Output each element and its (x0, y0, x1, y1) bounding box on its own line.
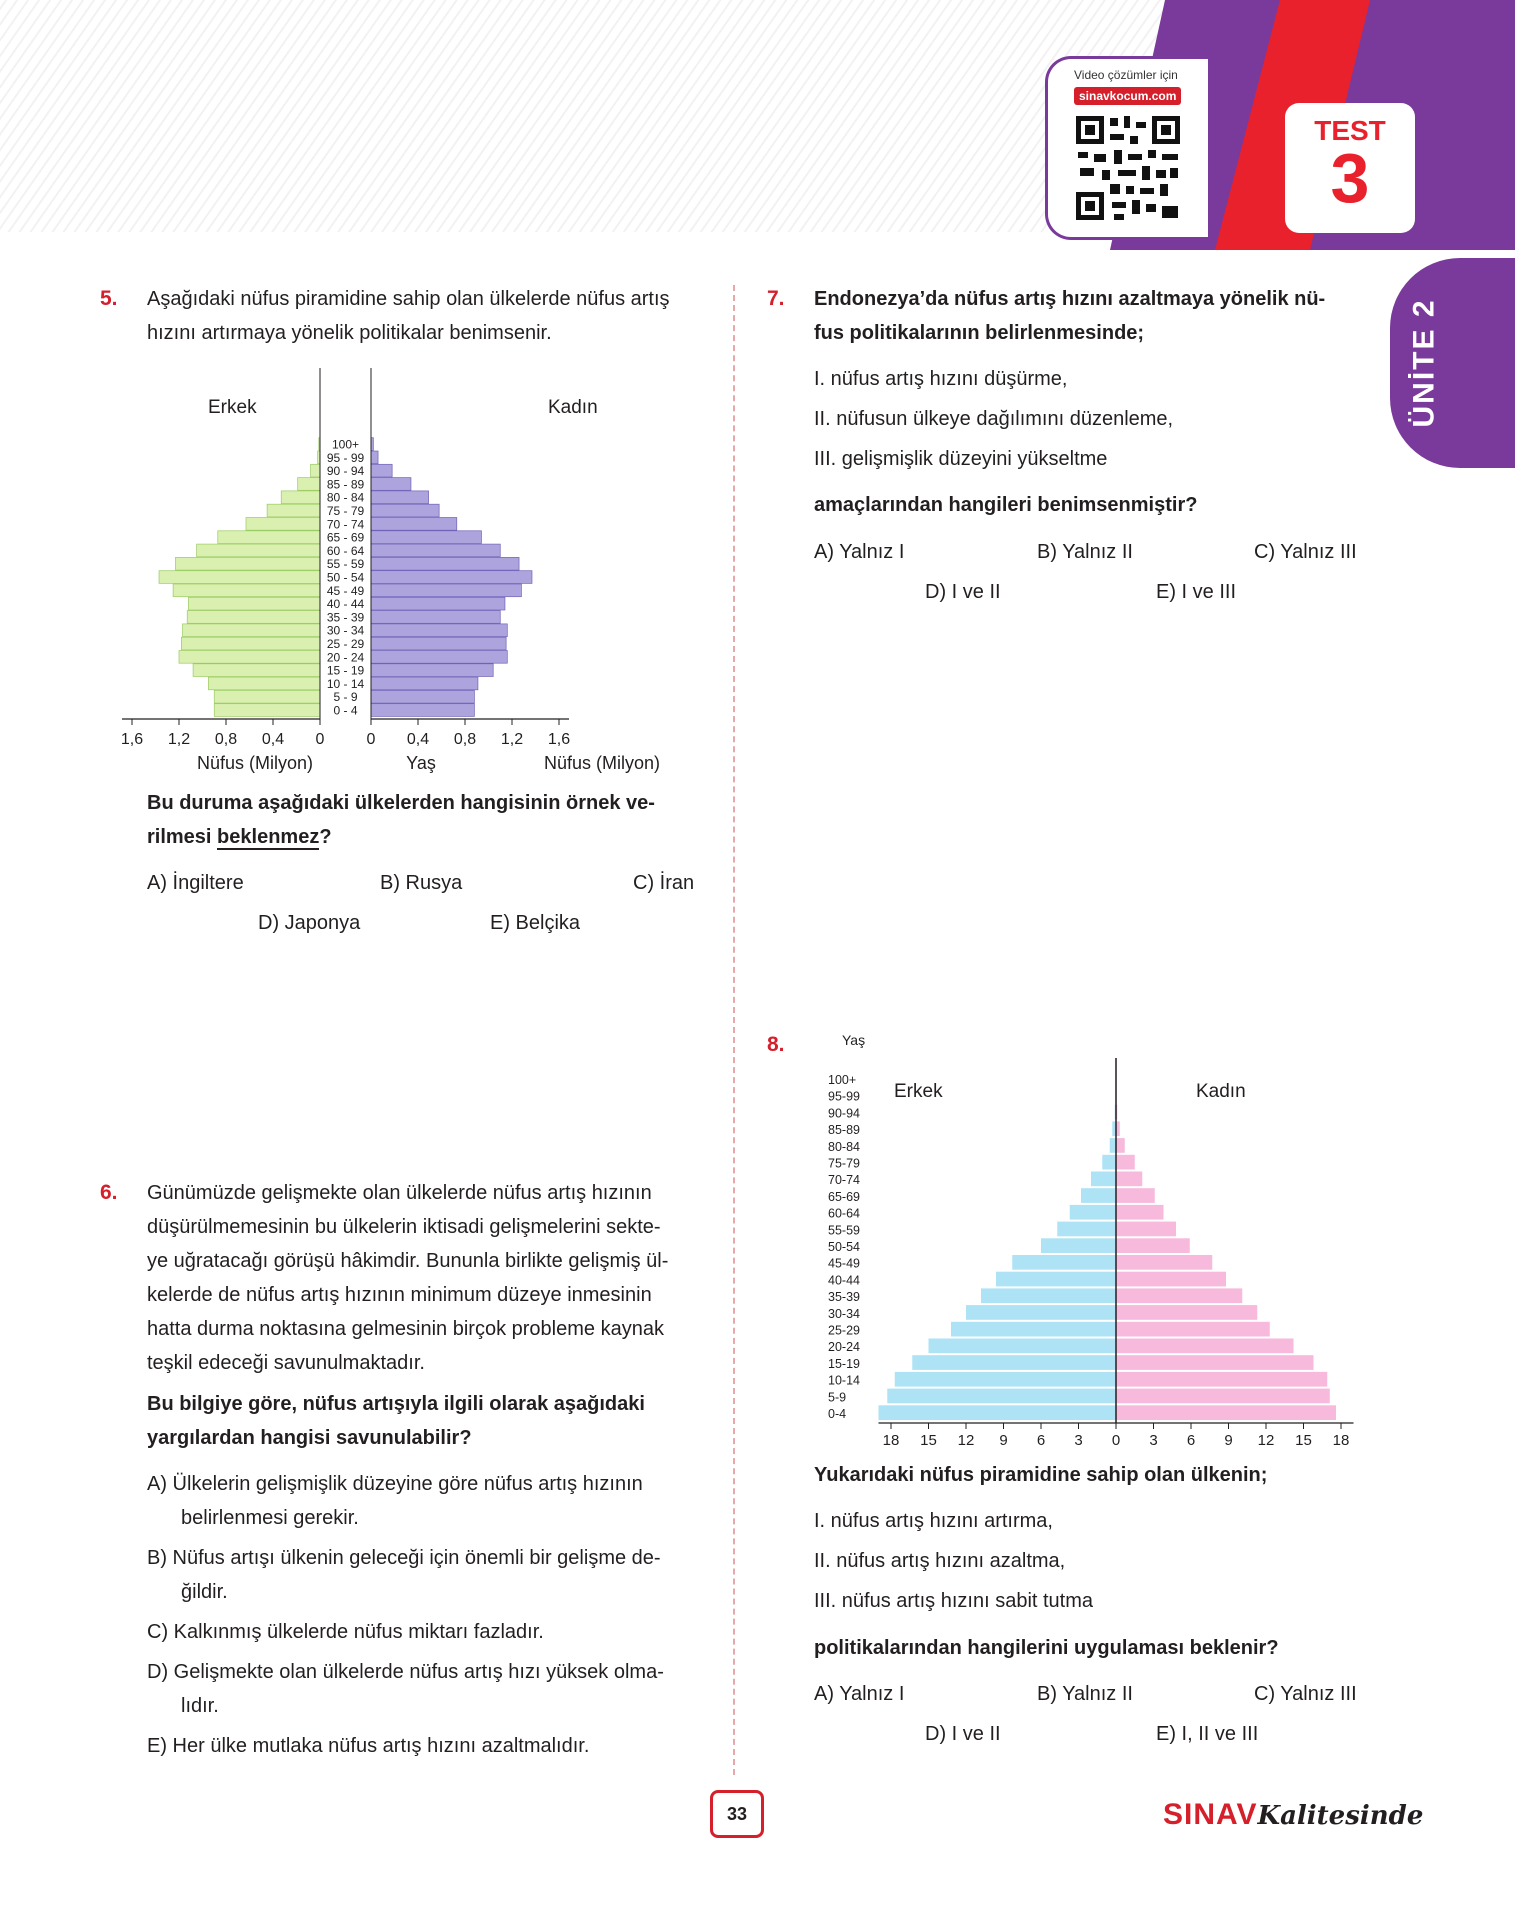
q5-age-label: 25 - 29 (326, 637, 365, 651)
q8-age-label: 70-74 (828, 1173, 860, 1188)
q6-options (147, 1467, 707, 1763)
q5-male-bar (281, 491, 320, 504)
q8-female-bar (1116, 1238, 1190, 1253)
q8-tick-label: 3 (1149, 1432, 1158, 1449)
unit-tab-label-wrap (1390, 258, 1460, 468)
q5-tick-label: 0 (366, 731, 376, 748)
q7-option-c[interactable]: C) Yalnız III (1254, 541, 1357, 563)
q8-female-label: Kadın (1196, 1081, 1246, 1102)
q5-male-bar (181, 637, 320, 650)
q8-age-label: 85-89 (828, 1123, 860, 1138)
q5-tick-label: 1,2 (500, 731, 524, 748)
q8-female-bar (1116, 1405, 1336, 1420)
q6-line: Günümüzde gelişmekte olan ülkelerde nüfus artış hızının (147, 1182, 652, 1204)
q7-item-2: II. nüfusun ülkeye dağılımını düzenleme, (814, 408, 1174, 430)
site-badge[interactable]: sinavkocum.com (1074, 87, 1181, 105)
q5-age-label: 35 - 39 (326, 610, 365, 625)
q6-option-b-line2: ğildir. (181, 1581, 228, 1603)
q8-tick-label: 18 (1332, 1432, 1350, 1449)
q8-tick-label: 0 (1111, 1432, 1121, 1449)
q8-question-1: Yukarıdaki nüfus piramidine sahip olan ülkenin; (814, 1464, 1268, 1486)
q8-age-label: 100+ (828, 1073, 857, 1087)
q5-male-bar (298, 478, 320, 491)
brand-logo (1163, 1798, 1423, 1832)
q6-line: düşürülmemesinin bu ülkelerin iktisadi gelişmelerini sekte- (147, 1216, 661, 1238)
q5-male-bar (311, 464, 320, 477)
qr-card (1045, 56, 1208, 240)
q5-female-bar (371, 557, 519, 570)
q8-age-label: 80-84 (828, 1139, 860, 1154)
q8-age-label: 10-14 (828, 1373, 860, 1388)
q8-male-bar (951, 1322, 1116, 1337)
q6-option-e[interactable]: E) Her ülke mutlaka nüfus artış hızını azaltmalıdır. (147, 1735, 590, 1757)
q5-xlabel-left: Nüfus (Milyon) (196, 753, 314, 773)
q5-age-label: 5 - 9 (333, 690, 358, 705)
q6-number: 6. (100, 1181, 118, 1204)
q5-female-bar (371, 478, 411, 491)
q8-option-d[interactable]: D) I ve II (925, 1723, 1001, 1745)
q5-male-bar (179, 651, 320, 664)
q5-question-underlined: beklenmez (217, 826, 320, 848)
q6-option-b[interactable] (147, 1541, 707, 1609)
q5-option-a[interactable]: A) İngiltere (147, 872, 244, 894)
q5-xlabel-right: Nüfus (Milyon) (543, 753, 661, 773)
q8-bars (879, 1105, 1337, 1420)
q8-female-bar (1116, 1372, 1327, 1387)
q8-male-bar (981, 1288, 1116, 1303)
q5-age-label: 75 - 79 (326, 504, 365, 518)
q7-option-a[interactable]: A) Yalnız I (814, 541, 905, 563)
q5-option-c[interactable]: C) İran (633, 872, 695, 894)
q8-tick-label: 6 (1036, 1432, 1046, 1449)
q5-male-bar (187, 611, 320, 624)
q8-male-bar (1110, 1138, 1116, 1153)
q5-female-label: Kadın (548, 397, 598, 418)
q8-male-bar (1091, 1172, 1116, 1187)
q7-question-line1: Endonezya’da nüfus artış hızını azaltmaya yönelik nü- (814, 288, 1326, 310)
q5-tick-label: 0,4 (406, 731, 430, 748)
q5-female-bar (371, 690, 474, 703)
q8-age-label: 40-44 (828, 1273, 860, 1288)
q5-female-bar (371, 624, 507, 637)
q6-line: hatta durma noktasına gelmesinin birçok probleme kaynak (147, 1318, 664, 1340)
q8-male-bar (879, 1405, 1117, 1420)
q5-male-bar (267, 504, 320, 517)
q5-tick-label: 1,2 (167, 731, 191, 748)
q8-female-bar (1116, 1155, 1135, 1170)
q8-age-label: 50-54 (828, 1240, 860, 1254)
q8-item-2: II. nüfus artış hızını azaltma, (814, 1550, 1066, 1572)
q8-female-bar (1116, 1138, 1125, 1153)
q6-line: teşkil edeceği savunulmaktadır. (147, 1352, 425, 1374)
q8-female-bar (1116, 1288, 1242, 1303)
q8-female-bar (1116, 1205, 1164, 1220)
q8-female-bar (1116, 1322, 1270, 1337)
q8-male-bar (1081, 1188, 1116, 1203)
q8-age-label: 35-39 (828, 1290, 860, 1305)
q5-female-bar (371, 584, 521, 597)
q7-item-1: I. nüfus artış hızını düşürme, (814, 368, 1068, 390)
q7-question (814, 282, 1374, 350)
q8-male-bar (1057, 1222, 1116, 1237)
unit-tab-label: ÜNİTE 2 (1408, 298, 1441, 428)
q6-option-d-line2: lıdır. (181, 1695, 219, 1717)
q5-option-d[interactable]: D) Japonya (258, 912, 361, 934)
video-label: Video çözümler için (1074, 68, 1178, 82)
test-label: TEST (1314, 115, 1386, 146)
q6-option-a-line1: A) Ülkelerin gelişmişlik düzeyine göre nüfus artış hızının (147, 1473, 643, 1495)
q8-age-label: 5-9 (828, 1390, 847, 1405)
qr-code-icon[interactable] (1074, 114, 1182, 222)
q5-male-bar (183, 624, 320, 637)
q8-female-bar (1116, 1305, 1257, 1320)
q8-age-label: 90-94 (828, 1106, 860, 1121)
q5-female-bar (371, 637, 506, 650)
q7-option-e[interactable]: E) I ve III (1156, 581, 1237, 603)
q8-female-bar (1116, 1355, 1314, 1370)
q8-option-a[interactable]: A) Yalnız I (814, 1683, 905, 1705)
q8-female-bar (1116, 1172, 1142, 1187)
q8-male-bar (1102, 1155, 1116, 1170)
brand-logo-part-a: SINAV (1163, 1798, 1258, 1831)
q6-passage (147, 1176, 707, 1380)
q5-population-pyramid (120, 368, 710, 778)
q5-female-bar (371, 518, 457, 531)
q5-age-label: 0 - 4 (333, 703, 358, 718)
q5-male-bar (175, 557, 320, 570)
q5-male-bar (188, 597, 320, 610)
brand-logo-part-b: Kalitesinde (1257, 1801, 1424, 1831)
q8-age-label: 45-49 (828, 1256, 860, 1271)
q5-age-label: 80 - 84 (326, 490, 365, 505)
page-number: 33 (710, 1790, 764, 1838)
q6-option-a[interactable] (147, 1467, 707, 1535)
test-badge (1285, 103, 1415, 233)
q5-age-label: 90 - 94 (326, 464, 365, 479)
q6-option-a-line2: belirlenmesi gerekir. (181, 1507, 359, 1529)
q5-option-e[interactable]: E) Belçika (490, 912, 581, 934)
q5-question-part-a: rilmesi (147, 826, 218, 848)
q7-item-3: III. gelişmişlik düzeyini yükseltme (814, 448, 1108, 470)
q5-age-label: 60 - 64 (326, 543, 365, 558)
q5-age-label: 15 - 19 (326, 663, 365, 678)
q8-tick-label: 15 (1295, 1432, 1312, 1449)
q8-female-bar (1116, 1389, 1330, 1404)
q5-male-bar (218, 531, 320, 544)
q8-female-bar (1116, 1339, 1294, 1354)
q8-tick-label: 6 (1186, 1432, 1196, 1449)
q5-tick-label: 0,4 (261, 731, 285, 748)
q8-female-bar (1116, 1272, 1226, 1287)
q5-male-bar (193, 664, 320, 677)
q5-option-b[interactable]: B) Rusya (380, 872, 463, 894)
q8-tick-label: 9 (999, 1432, 1008, 1449)
q5-age-labels (327, 438, 365, 718)
q8-age-label: 55-59 (828, 1223, 860, 1238)
q5-tick-label: 1,6 (547, 731, 571, 748)
q5-female-bar (371, 651, 507, 664)
q5-age-label: 10 - 14 (326, 676, 365, 691)
q5-number: 5. (100, 287, 118, 310)
q5-age-label: 50 - 54 (326, 570, 365, 585)
q5-age-label: 55 - 59 (326, 557, 365, 572)
q5-age-label: 40 - 44 (326, 597, 365, 612)
q8-male-bar (887, 1389, 1116, 1404)
q5-female-bar (371, 531, 481, 544)
q6-line: ye uğratacağı görüşü hâkimdir. Bununla birlikte gelişmiş ül- (147, 1250, 669, 1272)
q8-item-1: I. nüfus artış hızını artırma, (814, 1510, 1053, 1532)
q7-question-line2: fus politikalarının belirlenmesinde; (814, 322, 1145, 344)
q8-option-c[interactable]: C) Yalnız III (1254, 1683, 1357, 1705)
q8-option-e[interactable]: E) I, II ve III (1156, 1723, 1259, 1745)
q6-option-d-line1: D) Gelişmekte olan ülkelerde nüfus artış hızı yüksek olma- (147, 1661, 664, 1683)
q5-male-bar (214, 704, 320, 717)
q8-male-bar (996, 1272, 1116, 1287)
q6-question-line1: Bu bilgiye göre, nüfus artışıyla ilgili olarak aşağıdaki (147, 1393, 645, 1415)
q5-age-label: 20 - 24 (326, 650, 365, 665)
q6-option-c[interactable]: C) Kalkınmış ülkelerde nüfus miktarı fazladır. (147, 1621, 544, 1643)
q5-female-bar (371, 451, 378, 464)
q8-female-bar (1116, 1255, 1212, 1270)
q8-male-bar (912, 1355, 1116, 1370)
q8-male-bar (1041, 1238, 1116, 1253)
q5-female-bar (371, 704, 474, 717)
q7-number: 7. (767, 287, 785, 310)
q8-tick-label: 18 (882, 1432, 900, 1449)
q5-question-line1: Bu duruma aşağıdaki ülkelerden hangisinin örnek ve- (147, 792, 655, 814)
q5-female-bar (371, 544, 500, 557)
q8-age-label: 65-69 (828, 1189, 860, 1204)
q6-option-b-line1: B) Nüfus artışı ülkenin geleceği için önemli bir gelişme de- (147, 1547, 661, 1569)
q8-female-bar (1116, 1188, 1155, 1203)
q5-male-bar (173, 584, 320, 597)
q5-female-bar (371, 464, 392, 477)
q8-question-2: politikalarından hangilerini uygulaması beklenir? (814, 1637, 1279, 1659)
q5-male-bar (246, 518, 320, 531)
q8-male-bar (1070, 1205, 1116, 1220)
q7-option-d[interactable]: D) I ve II (925, 581, 1001, 603)
column-divider (733, 285, 735, 1775)
q8-age-label: 15-19 (828, 1356, 860, 1371)
q8-item-3: III. nüfus artış hızını sabit tutma (814, 1590, 1094, 1612)
q8-population-pyramid (800, 1028, 1370, 1449)
q7-question-3: amaçlarından hangileri benimsenmiştir? (814, 494, 1198, 516)
q5-tick-label: 1,6 (120, 731, 144, 748)
q8-male-bar (1012, 1255, 1116, 1270)
q6-question-line2: yargılardan hangisi savunulabilir? (147, 1427, 472, 1449)
q5-intro-line2: hızını artırmaya yönelik politikalar benimsenir. (147, 322, 552, 344)
q8-ylabel: Yaş (842, 1032, 866, 1048)
q6-option-d[interactable] (147, 1655, 707, 1723)
q8-age-label: 75-79 (828, 1156, 860, 1171)
q5-age-label: 30 - 34 (326, 623, 365, 638)
q6-question (147, 1387, 707, 1455)
q8-option-b[interactable]: B) Yalnız II (1037, 1683, 1133, 1705)
q8-male-bar (929, 1339, 1117, 1354)
q8-tick-label: 3 (1074, 1432, 1083, 1449)
q5-age-label: 85 - 89 (326, 477, 365, 492)
q5-age-label: 100+ (331, 437, 360, 452)
q5-female-bar (371, 504, 439, 517)
q5-intro (147, 282, 707, 350)
q5-male-bar (214, 690, 320, 703)
q8-female-bar (1116, 1222, 1176, 1237)
q5-question-part-c: ? (319, 826, 332, 848)
q8-number: 8. (767, 1033, 785, 1056)
q5-intro-line1: Aşağıdaki nüfus piramidine sahip olan ülkelerde nüfus artış (147, 288, 670, 310)
q5-female-bar (371, 571, 532, 584)
q5-male-bar (197, 544, 320, 557)
q8-age-label: 25-29 (828, 1323, 860, 1338)
q8-age-label: 60-64 (828, 1206, 860, 1221)
q5-age-label: 95 - 99 (326, 450, 365, 465)
q8-male-bar (966, 1305, 1116, 1320)
q8-age-label: 95-99 (828, 1089, 860, 1104)
q5-age-label: 45 - 49 (326, 583, 365, 598)
q8-tick-label: 15 (920, 1432, 937, 1449)
q5-question (147, 786, 707, 854)
q5-xlabel-center: Yaş (406, 753, 436, 773)
q8-tick-label: 12 (1257, 1432, 1275, 1449)
test-number: 3 (1330, 139, 1370, 217)
q5-female-bar (371, 491, 429, 504)
q5-age-label: 70 - 74 (326, 517, 365, 532)
q5-tick-label: 0,8 (453, 731, 477, 748)
q8-age-label: 0-4 (828, 1407, 847, 1421)
q8-male-bar (895, 1372, 1116, 1387)
q5-male-label: Erkek (208, 397, 257, 418)
q5-age-label: 65 - 69 (326, 530, 365, 545)
q5-female-bar (371, 677, 478, 690)
q5-male-bar (159, 571, 320, 584)
q6-line: kelerde de nüfus artış hızının minimum düzeye inmesinin (147, 1284, 652, 1306)
q8-age-labels (828, 1073, 860, 1421)
q5-female-bar (371, 664, 493, 677)
q8-age-label: 20-24 (828, 1340, 860, 1355)
q5-tick-label: 0,8 (214, 731, 238, 748)
q8-male-label: Erkek (894, 1081, 943, 1102)
q8-tick-label: 9 (1224, 1432, 1233, 1449)
q5-female-bar (371, 597, 505, 610)
q8-tick-label: 12 (957, 1432, 975, 1449)
q7-option-b[interactable]: B) Yalnız II (1037, 541, 1133, 563)
q5-question-line2 (147, 820, 707, 854)
q5-female-bar (371, 611, 500, 624)
q8-age-label: 30-34 (828, 1306, 860, 1321)
q5-tick-label: 0 (315, 731, 325, 748)
q5-male-bar (208, 677, 320, 690)
